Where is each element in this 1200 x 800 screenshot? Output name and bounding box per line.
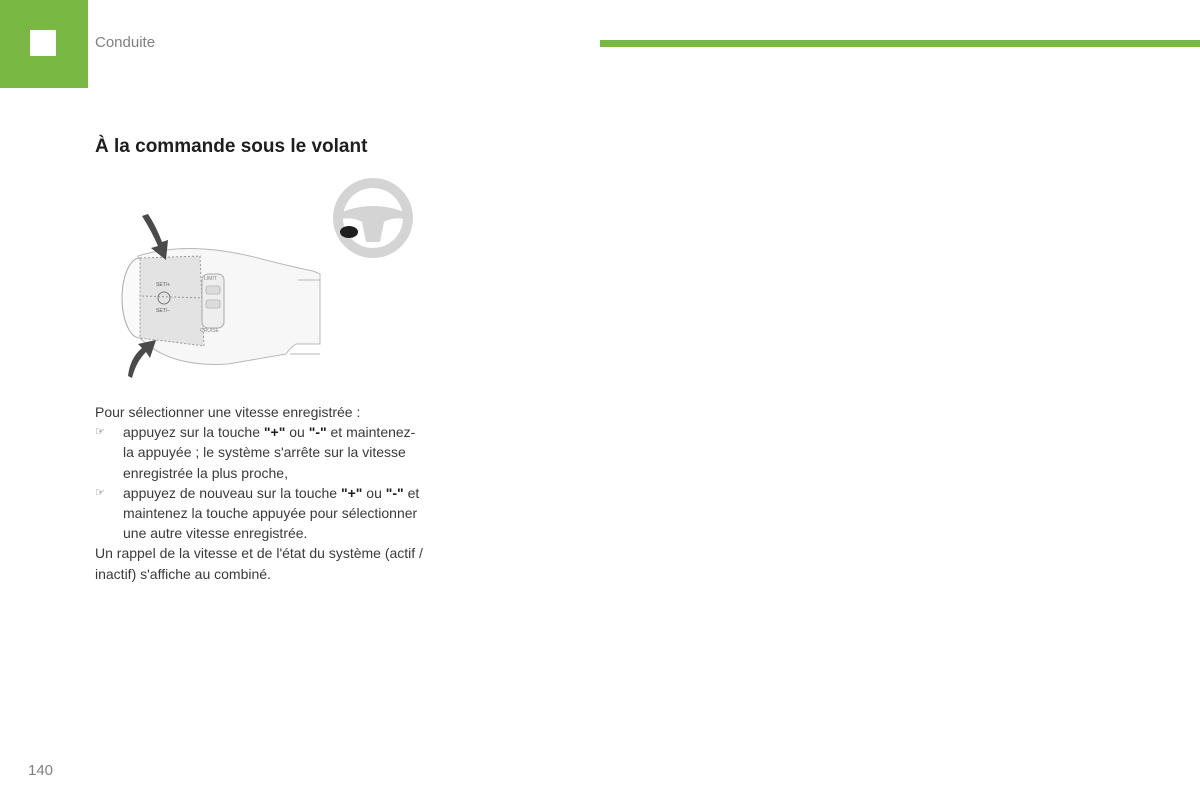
section-title: Conduite [95, 34, 156, 51]
outro-text: Un rappel de la vitesse et de l'état du système (actif / inactif) s'affiche au combiné. [95, 545, 423, 582]
chapter-tab [0, 0, 88, 88]
key-plus: "+" [263, 424, 286, 441]
pointing-hand-icon: ☞ [95, 426, 105, 439]
page-number: 140 [28, 762, 54, 779]
key-plus: "+" [340, 484, 363, 501]
set-plus-label: SET/+ [156, 282, 171, 288]
page-heading: À la commande sous le volant [95, 136, 368, 157]
steering-stalk-illustration [108, 176, 420, 386]
bullet-item-2: ☞ appuyez de nouveau sur la touche "+" ou "-" et maintenez la touche appuyée pour sélectionner une autre vitesse enregistrée. [95, 484, 420, 542]
pointing-hand-icon: ☞ [95, 486, 105, 499]
cruise-label: CRUISE [200, 328, 219, 334]
key-minus: "-" [385, 484, 404, 501]
arrow-up-icon [128, 340, 156, 378]
set-minus-label: SET/− [156, 308, 171, 314]
instructions [95, 402, 425, 584]
intro-text: Pour sélectionner une vitesse enregistrée : [95, 404, 361, 420]
limit-label: LIMIT [204, 276, 217, 282]
steering-wheel-icon [333, 178, 413, 258]
header-rule [600, 40, 1200, 47]
bullet-item-1: ☞ appuyez sur la touche "+" ou "-" et maintenez-la appuyée ; le système s'arrête sur la vitesse enregistrée la plus proche, [95, 424, 416, 481]
chapter-tab-square [30, 30, 56, 56]
key-minus: "-" [308, 424, 327, 441]
